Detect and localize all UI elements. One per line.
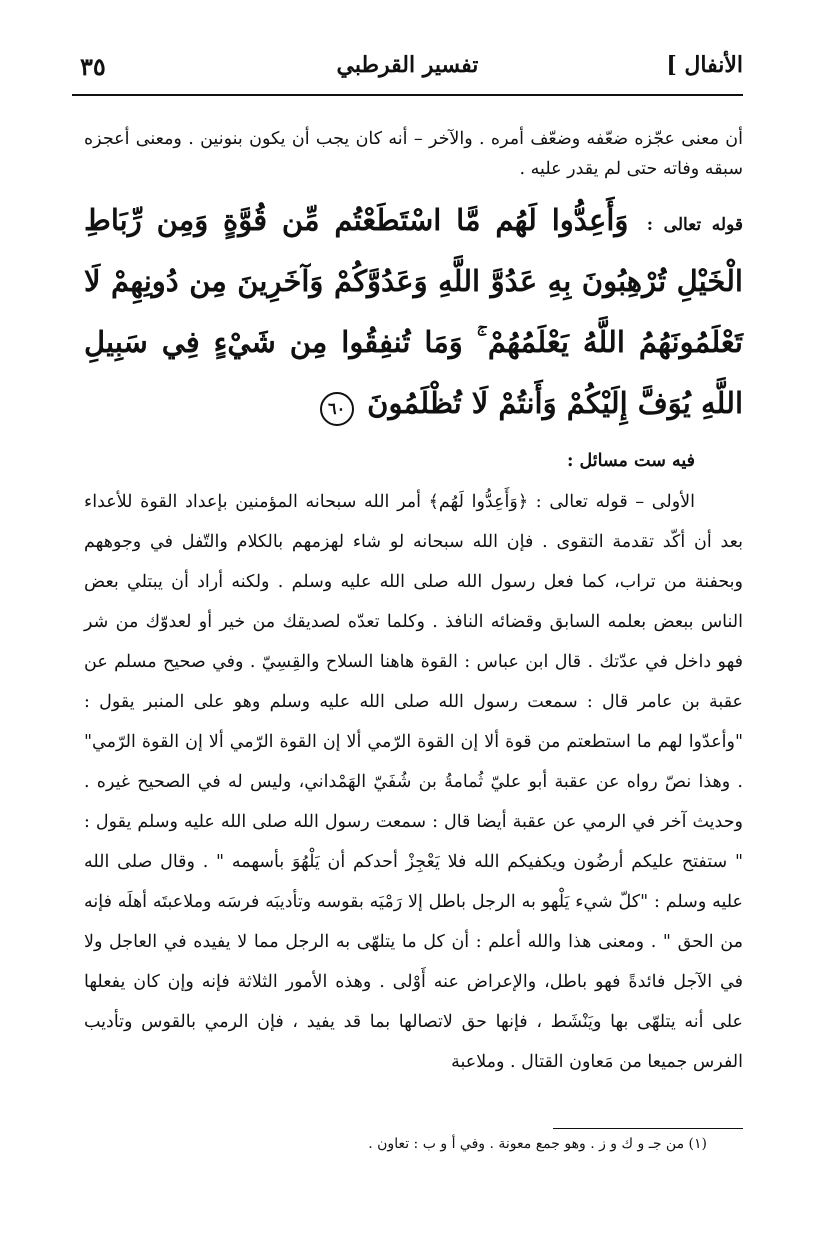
book-title: تفسير القرطبي	[336, 52, 479, 78]
running-header	[72, 50, 743, 96]
intro-paragraph: أن معنى عجّزه ضعّفه وضعّف أمره . والآخر – أنه كان يجب أن يكون بنونين . ومعنى أعجزه سبقه وفاته حتى لم يقدر عليه .	[84, 129, 743, 179]
first-issue-paragraph: الأولى – قوله تعالى : ﴿وَأَعِدُّوا لَهُم﴾ أمر الله سبحانه المؤمنين بإعداد القوة للأعداء بعد أن أكّد تقدمة التقوى . فإن الله سبحانه لو شاء لهزمهم بالكلام والتّفل في وجوههم وبحفنة من تراب، كما فعل رسول الله صلى الله عليه وسلم . ولكنه أراد أن يبتلي بعض الناس ببعض بعلمه السابق وقضائه النافذ . وكلما تعدّه لصديقك من خير أو لعدوّك من شر فهو داخل في عدّتك . قال ابن عباس : القوة هاهنا السلاح والقِسِيّ . وفي صحيح مسلم عن عقبة بن عامر قال : سمعت رسول الله صلى الله عليه وسلم وهو على المنبر يقول : "وأعدّوا لهم ما استطعتم من قوة ألا إن القوة الرّمي ألا إن القوة الرّمي ألا إن القوة الرّمي" . وهذا نصّ رواه عن عقبة أبو عليّ ثُمامةُ بن شُفَيّ الهَمْداني، وليس له في الصحيح غيره . وحديث آخر في الرمي عن عقبة أيضا قال : سمعت رسول الله صلى الله عليه وسلم يقول : " ستفتح عليكم أرضُون ويكفيكم الله فلا يَعْجِزْ أحدكم أن يَلْهُوَ بأسهمه " . وقال صلى الله عليه وسلم : "كلّ شيء يَلْهو به الرجل باطل إلا رَمْيَه بقوسه وتأديبَه فرسَه وملاعبتَه أهلَه فإنه من الحق " . ومعنى هذا والله أعلم : أن كل ما يتلهّى به الرجل مما لا يفيده في العاجل ولا في الآجل فائدةً فهو باطل، والإعراض عنه أَوْلى . وهذه الأمور الثلاثة فإنه وإن كان يفعلها على أنه يتلهّى بها ويَنْشَط ، فإنها حق لاتصالها بما قد يفيد ، فإن الرمي بالقوس وتأديب الفرس جميعا من مَعاون القتال . وملاعبة	[84, 492, 743, 1072]
surah-name: الأنفال ]	[666, 52, 743, 78]
page-body	[84, 124, 743, 1082]
footnote: (١) من جـ و ك و ز . وهو جمع معونة . وفي أ و ب : تعاون .	[368, 1136, 707, 1152]
quran-verse	[84, 192, 743, 436]
verse-text: وَأَعِدُّوا لَهُم مَّا اسْتَطَعْتُم مِّن قُوَّةٍ وَمِن رِّبَاطِ الْخَيْلِ تُرْهِبُونَ بِهِ عَدُوَّ اللَّهِ وَعَدُوَّكُمْ وَآخَرِينَ مِن دُونِهِمْ لَا تَعْلَمُونَهُمُ اللَّهُ يَعْلَمُهُمْ ۚ وَمَا تُنفِقُوا مِن شَيْءٍ فِي سَبِيلِ اللَّهِ يُوَفَّ إِلَيْكُمْ وَأَنتُمْ لَا تُظْلَمُونَ	[84, 203, 743, 420]
issues-heading: فيه ست مسائل :	[566, 451, 695, 471]
verse-intro: قوله تعالى :	[646, 215, 743, 235]
verse-number-marker: ٦٠	[320, 392, 354, 426]
footnote-divider	[553, 1128, 743, 1129]
page-number: ٣٥	[80, 52, 106, 81]
